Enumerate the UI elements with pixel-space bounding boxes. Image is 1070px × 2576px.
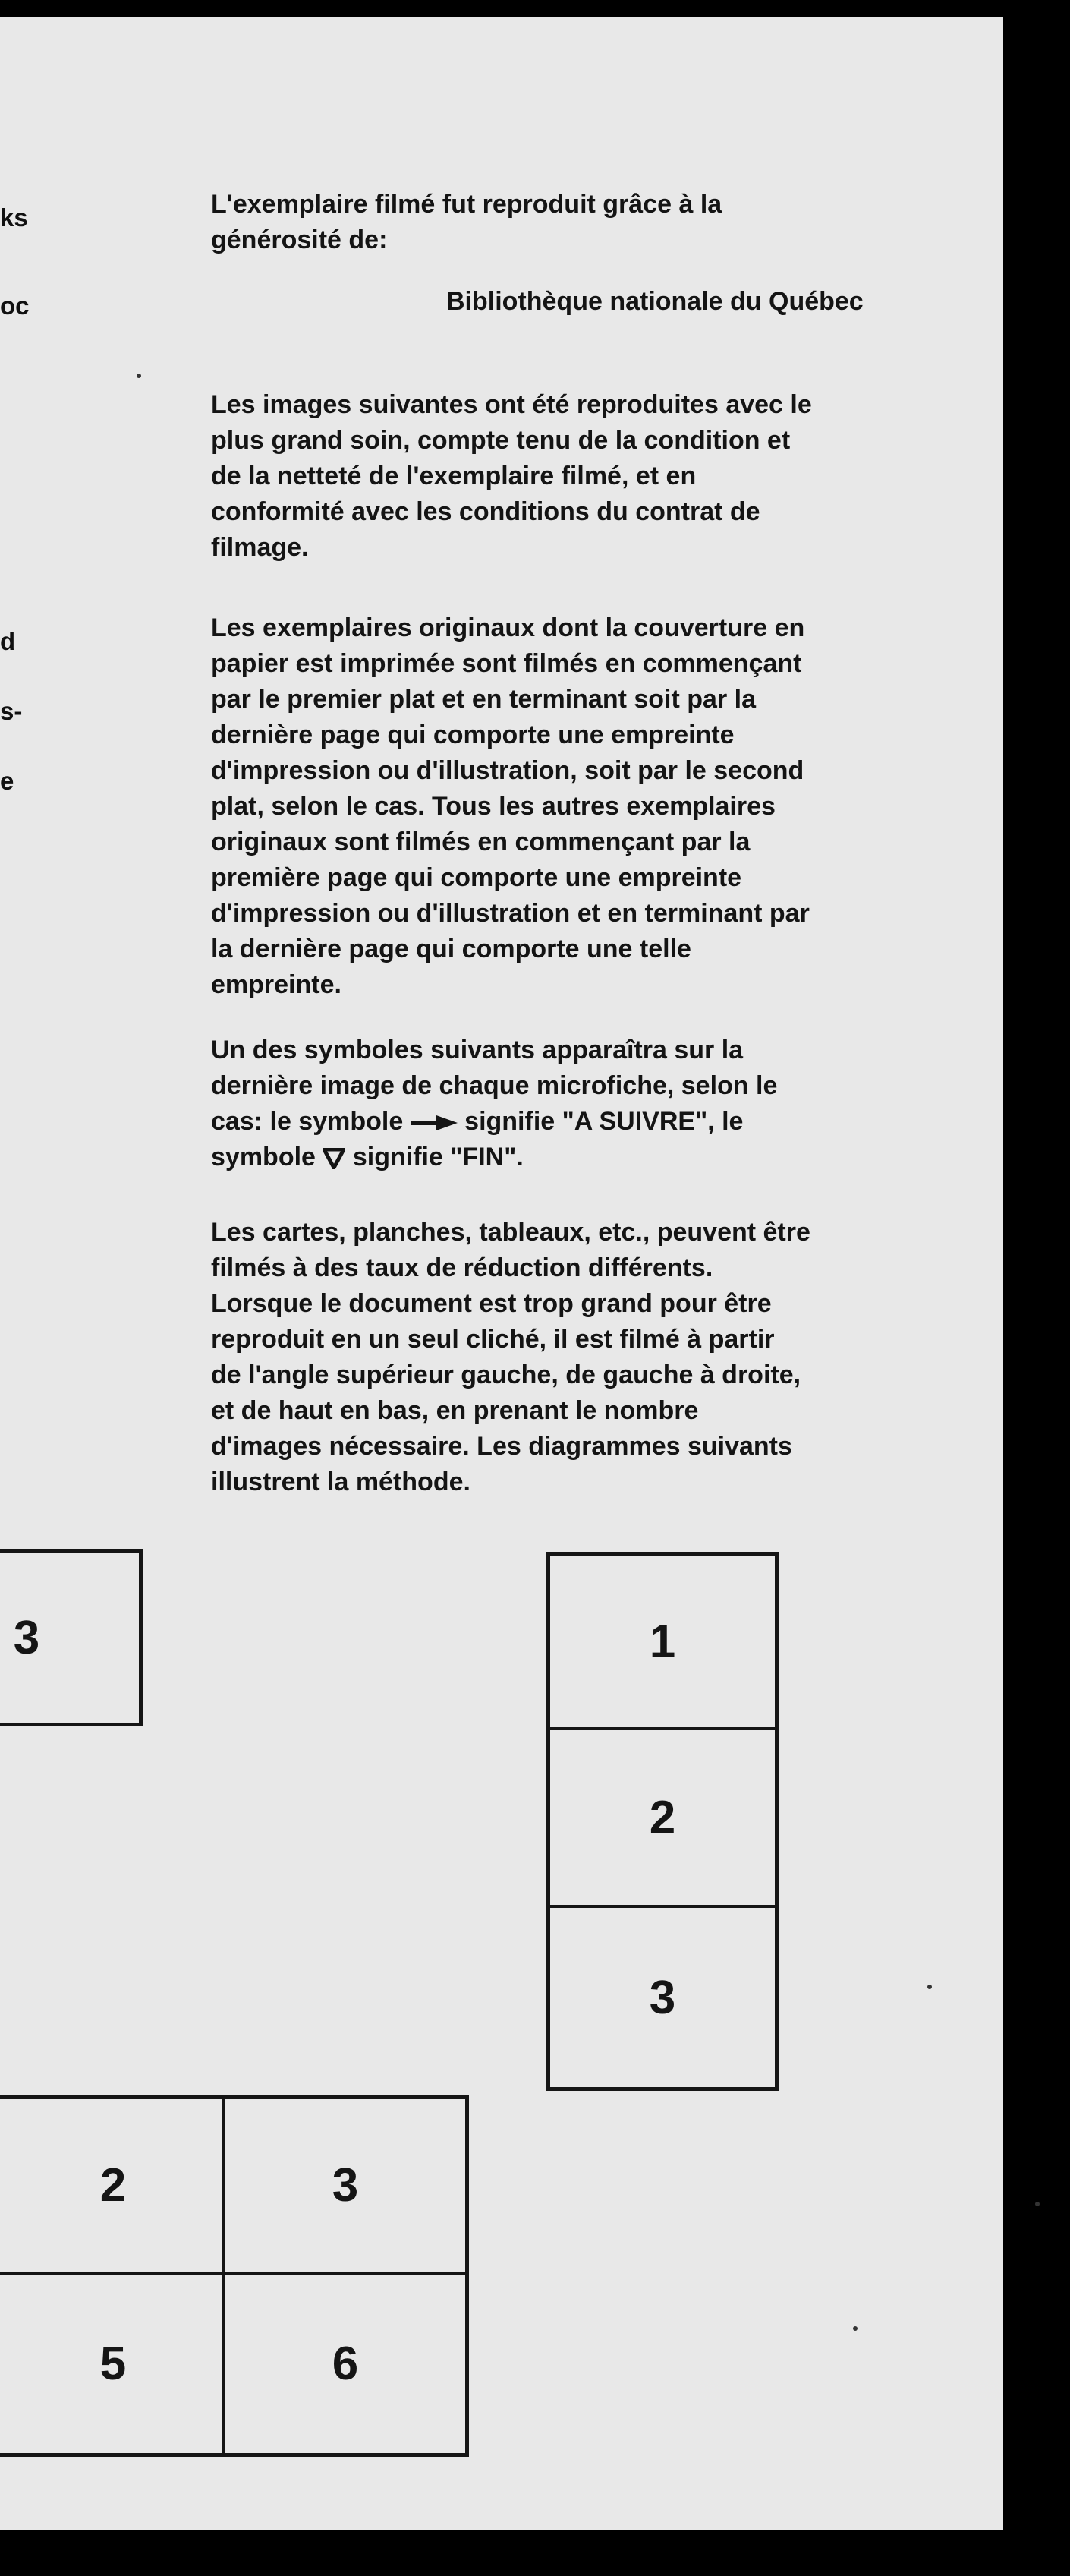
document-page <box>0 17 1003 2530</box>
diagram-vertical <box>546 1552 779 2091</box>
diagram-partial-box <box>0 1549 143 1726</box>
paragraph-originals: Les exemplaires originaux dont la couverture en papier est imprimée sont filmés en commençant par le premier plat et en terminant soit par la dernière page qui comporte une empreinte d'impression ou d'illustration, soit par le second plat, selon le cas. Tous les autres exemplaires originaux sont filmés en commençant par la première page qui comporte une empreinte d'impression ou d'illustration et en terminant par la dernière page qui comporte une telle empreinte. <box>211 613 810 999</box>
paragraph-symbols <box>211 1033 955 1175</box>
triangle-down-icon <box>323 1148 345 1169</box>
arrow-right-icon <box>411 1115 458 1131</box>
diagram-cell-label: 3 <box>332 2159 359 2212</box>
symbols-line: symbole signifie "FIN". <box>211 1143 524 1171</box>
scan-speck <box>1035 2202 1040 2206</box>
library-credit: Bibliothèque nationale du Québec <box>446 287 864 316</box>
diagram-cell-label: 2 <box>649 1791 676 1844</box>
diagram-cell-label: 3 <box>649 1971 676 2024</box>
diagram-cell-label: 6 <box>332 2338 359 2390</box>
diagram-cell-label: 1 <box>649 1615 676 1668</box>
paragraph-quality: Les images suivantes ont été reproduites avec le plus grand soin, compte tenu de la condition et de la netteté de l'exemplaire filmé, et en conformité avec les conditions du contrat de filmage. <box>211 390 812 562</box>
intro-text: L'exemplaire filmé fut reproduit grâce à la générosité de: <box>211 190 722 254</box>
scan-speck <box>927 1985 932 1989</box>
left-fragment: ks <box>0 203 28 232</box>
left-fragment: d <box>0 627 16 655</box>
diagram-grid <box>0 2095 469 2457</box>
diagram-cell-label: 2 <box>99 2159 127 2212</box>
symbols-line: dernière image de chaque microfiche, selon le <box>211 1071 778 1100</box>
scan-speck <box>137 374 141 378</box>
symbols-line: cas: le symbole signifie "A SUIVRE", le <box>211 1107 744 1136</box>
symbols-line: Un des symboles suivants apparaîtra sur la <box>211 1036 744 1064</box>
scan-speck <box>853 2326 858 2331</box>
left-fragment: oc <box>0 292 30 320</box>
paragraph-diagrams: Les cartes, planches, tableaux, etc., peuvent être filmés à des taux de réduction différents. Lorsque le document est trop grand pour être reproduit en un seul cliché, il est filmé à partir de l'angle supérieur gauche, de gauche à droite, et de haut en bas, en prenant le nombre d'images nécessaire. Les diagrammes suivants illustrent la méthode. <box>211 1218 810 1496</box>
diagram-cell-label: 3 <box>13 1611 40 1664</box>
left-fragment: e <box>0 767 14 795</box>
diagram-cell-label: 5 <box>99 2338 127 2390</box>
left-fragment: s- <box>0 697 23 725</box>
